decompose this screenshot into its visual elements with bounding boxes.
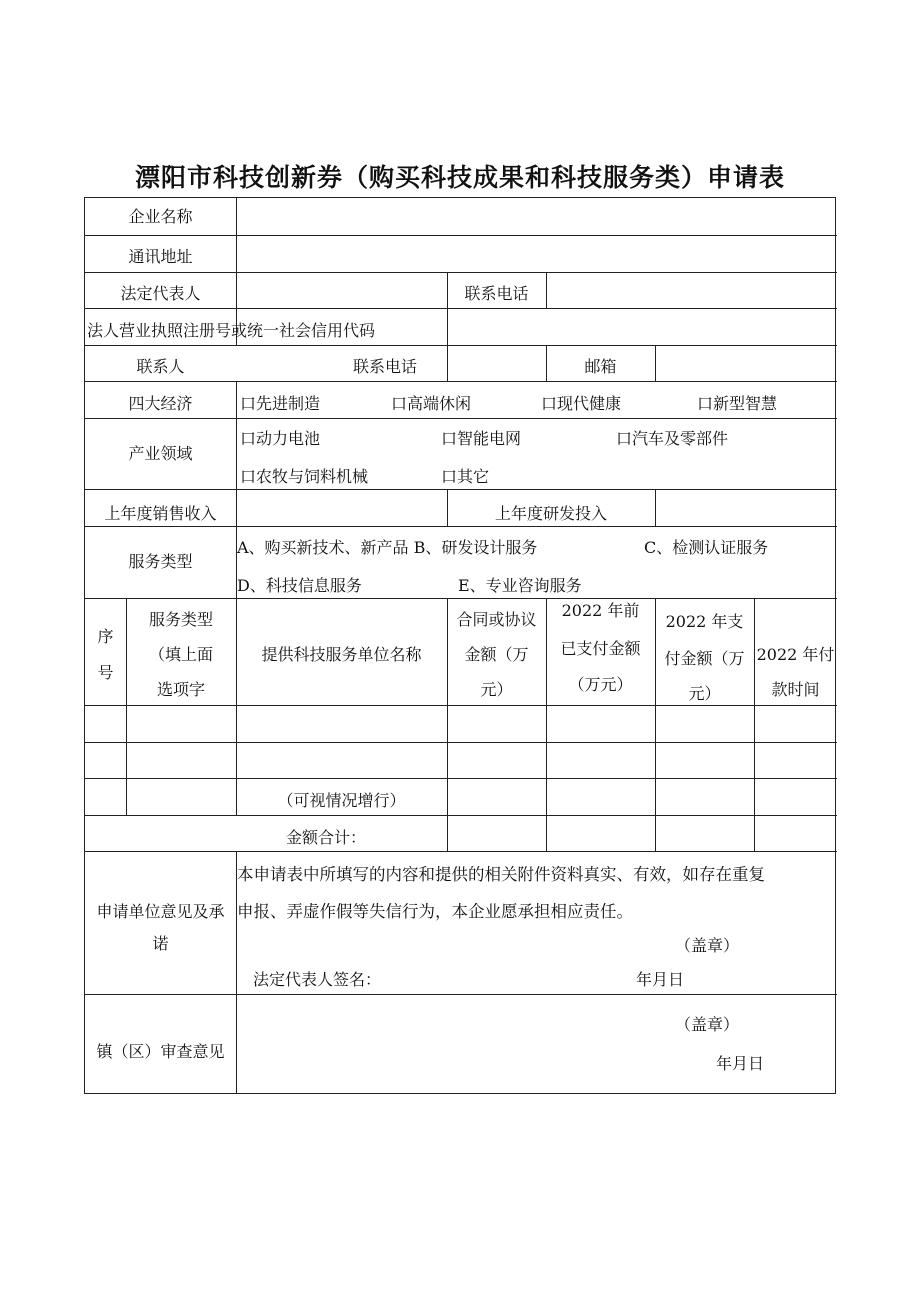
label-company-name: 企业名称	[128, 207, 193, 226]
commitment-text: 申报、弄虚作假等失信行为，本企业愿承担相应责任。	[237, 902, 633, 921]
header-paid-before-2022: （万元）	[568, 675, 633, 694]
label-commitment: 诺	[152, 934, 169, 953]
header-payment-time: 款时间	[771, 680, 820, 699]
row-divider	[85, 705, 837, 706]
last-year-sales-field[interactable]	[237, 490, 446, 525]
service-option-d: D、科技信息服务	[237, 576, 362, 595]
last-year-rd-field[interactable]	[656, 490, 836, 525]
seal-label: （盖章）	[675, 1015, 740, 1034]
row-divider	[85, 851, 837, 852]
header-provider-name: 提供科技服务单位名称	[261, 645, 422, 664]
row-divider	[85, 381, 837, 382]
option-other[interactable]: 口其它	[441, 467, 490, 486]
option-new-smart[interactable]: 口新型智慧	[697, 394, 778, 413]
option-advanced-manufacturing[interactable]: 口先进制造	[240, 394, 321, 413]
header-service-type: （填上面	[148, 645, 213, 664]
col-divider	[236, 598, 237, 815]
label-four-economies: 四大经济	[128, 394, 193, 413]
label-legal-rep: 法定代表人	[120, 284, 201, 303]
header-payment-time: 2022 年付	[756, 645, 835, 664]
header-paid-2022: 2022 年支	[665, 612, 744, 631]
col-divider	[655, 598, 656, 851]
header-paid-before-2022: 已支付金额	[560, 639, 641, 658]
header-service-type: 选项字	[156, 680, 205, 699]
legal-rep-field[interactable]	[237, 273, 446, 307]
label-last-year-rd: 上年度研发投入	[494, 504, 607, 523]
email-field[interactable]	[656, 346, 836, 380]
address-field[interactable]	[237, 236, 836, 271]
label-industry: 产业领域	[128, 444, 193, 463]
option-power-battery[interactable]: 口动力电池	[240, 429, 321, 448]
option-high-end-leisure[interactable]: 口高端休闲	[391, 394, 472, 413]
label-contact-phone: 联系电话	[464, 284, 529, 303]
label-contact-phone-2: 联系电话	[353, 357, 418, 376]
header-paid-2022: 付金额（万	[664, 649, 745, 668]
header-paid-2022: 元）	[688, 684, 721, 703]
row-divider	[85, 778, 837, 779]
option-agri-feed-machinery[interactable]: 口农牧与饲料机械	[240, 467, 369, 486]
label-contact-person: 联系人	[136, 357, 185, 376]
application-form-table	[84, 197, 836, 1094]
col-divider	[447, 598, 448, 851]
service-option-c: C、检测认证服务	[644, 538, 769, 557]
col-divider	[236, 381, 237, 489]
label-last-year-sales: 上年度销售收入	[104, 504, 217, 523]
label-commitment: 申请单位意见及承	[96, 902, 225, 921]
row-divider	[85, 815, 837, 816]
header-service-type: 服务类型	[148, 610, 213, 629]
contact-phone-2-field[interactable]	[448, 346, 545, 380]
header-contract-amount: 合同或协议	[456, 610, 537, 629]
contact-phone-field[interactable]	[547, 273, 836, 307]
legal-rep-signature-label: 法定代表人签名：	[253, 970, 382, 989]
row-divider	[85, 418, 837, 419]
date-label: 年月日	[636, 970, 685, 989]
service-option-a-b: A、购买新技术、新产品 B、研发设计服务	[237, 538, 538, 557]
header-contract-amount: 金额（万	[464, 645, 529, 664]
option-auto-parts[interactable]: 口汽车及零部件	[616, 429, 729, 448]
form-title: 漂阳市科技创新券（购买科技成果和科技服务类）申请表	[134, 163, 785, 192]
col-divider	[754, 598, 755, 851]
date-label: 年月日	[716, 1054, 765, 1073]
service-option-e: E、专业咨询服务	[458, 576, 582, 595]
option-smart-grid[interactable]: 口智能电网	[441, 429, 522, 448]
option-modern-health[interactable]: 口现代健康	[541, 394, 622, 413]
license-code-field[interactable]	[448, 309, 836, 344]
label-total-amount: 金额合计：	[285, 828, 366, 847]
town-review-field[interactable]	[237, 995, 836, 1094]
label-license-code: 法人营业执照注册号或统一社会信用代码	[87, 321, 376, 340]
label-town-review: 镇（区）审查意见	[96, 1042, 225, 1061]
col-divider	[546, 598, 547, 851]
row-divider	[85, 742, 837, 743]
header-seq: 序	[97, 627, 114, 646]
row-divider	[85, 526, 837, 527]
add-rows-note: （可视情况增行）	[277, 791, 406, 810]
header-seq: 号	[97, 663, 114, 682]
header-contract-amount: 元）	[480, 680, 513, 699]
label-email: 邮箱	[584, 357, 617, 376]
commitment-text: 本申请表中所填写的内容和提供的相关附件资料真实、有效，如存在重复	[237, 865, 765, 884]
row-divider	[85, 598, 837, 599]
label-service-type: 服务类型	[128, 552, 193, 571]
label-address: 通讯地址	[128, 247, 193, 266]
company-name-field[interactable]	[237, 199, 836, 234]
seal-label: （盖章）	[675, 936, 740, 955]
header-paid-before-2022: 2022 年前	[561, 601, 640, 620]
